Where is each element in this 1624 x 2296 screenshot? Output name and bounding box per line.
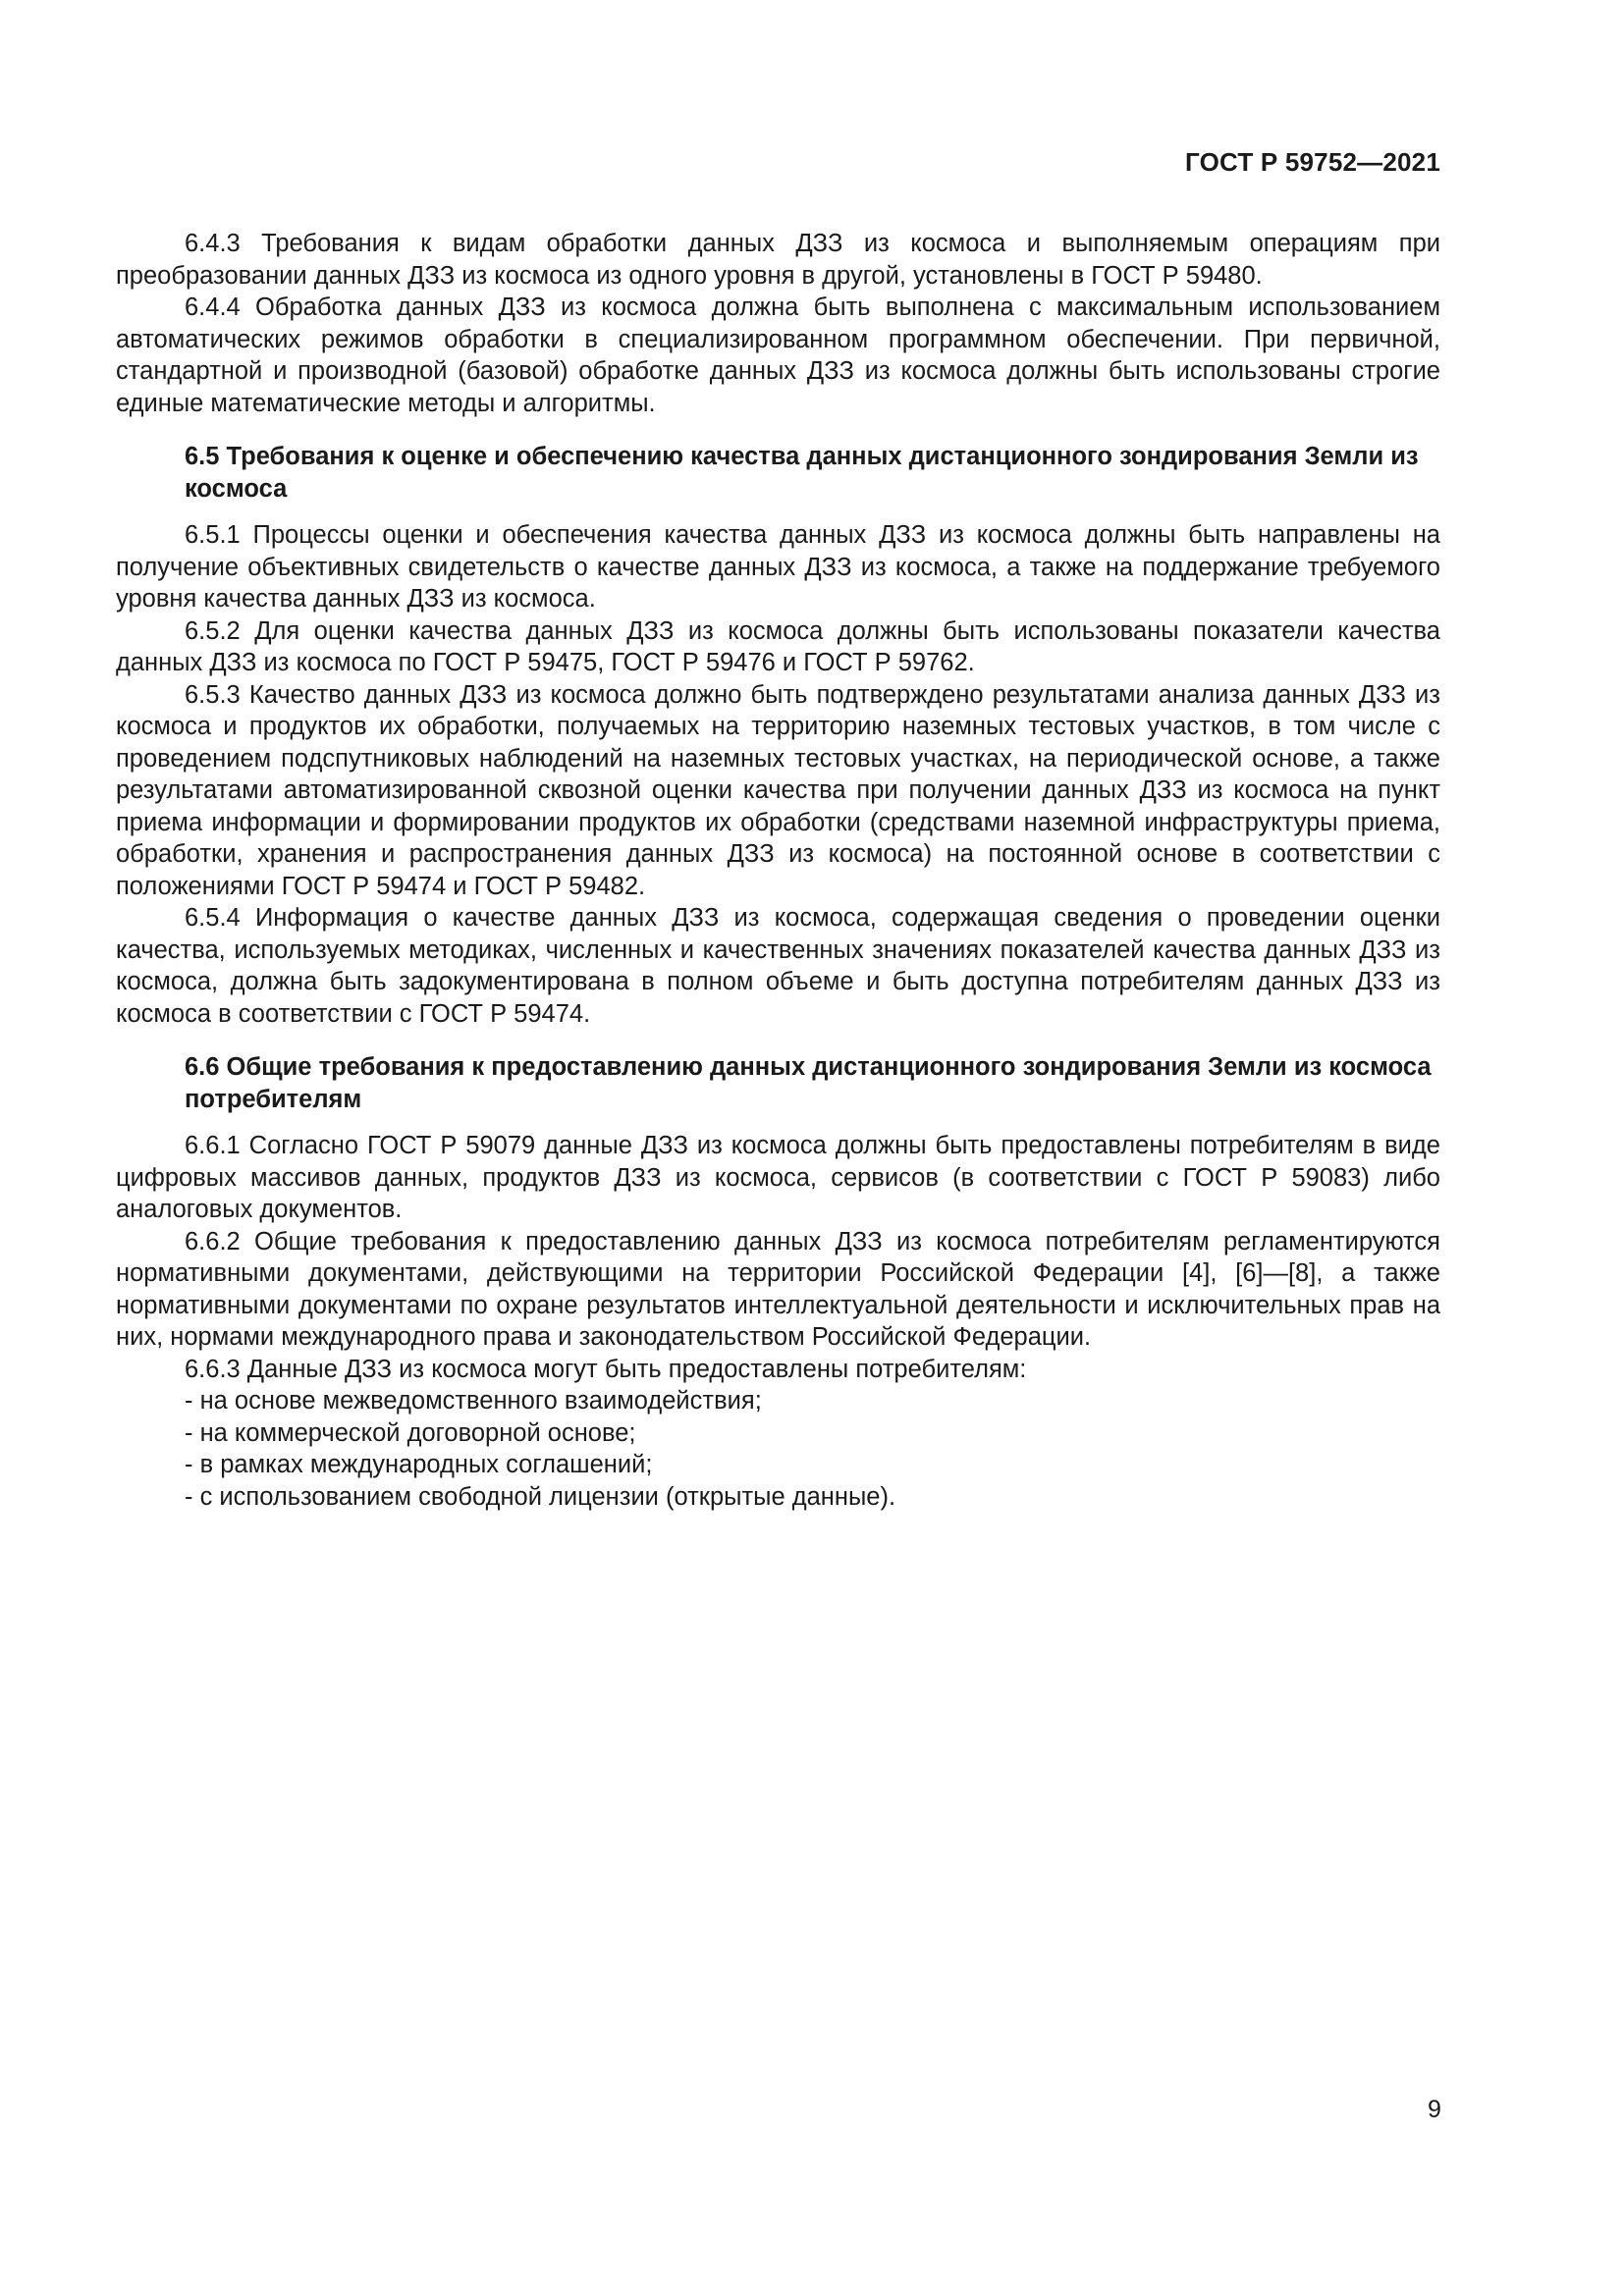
list-item: - на основе межведомственного взаимодействия; (185, 1387, 762, 1415)
list-item: - с использованием свободной лицензии (открытые данные). (185, 1482, 896, 1511)
paragraph-6-6-2: 6.6.2 Общие требования к предоставлению данных ДЗЗ из космоса потребителям регламентируются нормативными документами, действующими на территории Российской Федерации [4], [6]—[8], а также нормативными документами по охране результатов интеллектуальной деятельности и исключительных прав на них, нормами международного права и законодательством Российской Федерации. (116, 1227, 1440, 1351)
paragraph-6-6-3: 6.6.3 Данные ДЗЗ из космоса могут быть предоставлены потребителям: (185, 1355, 1027, 1383)
paragraph-6-4-4: 6.4.4 Обработка данных ДЗЗ из космоса должна быть выполнена с максимальным использованием автоматических режимов обработки в специализированном программном обеспечении. При первичной, стандартной и производной (базовой) обработке данных ДЗЗ из космоса должны быть использованы строгие единые математические методы и алгоритмы. (116, 294, 1440, 417)
document-body (116, 228, 1440, 1513)
paragraph-6-5-4: 6.5.4 Информация о качестве данных ДЗЗ из космоса, содержащая сведения о проведении оценки качества, используемых методиках, численных и качественных значениях показателей качества данных ДЗЗ из космоса, должна быть задокументирована в полном объеме и быть доступна потребителям данных ДЗЗ из космоса в соответствии с ГОСТ Р 59474. (116, 904, 1440, 1028)
paragraph-6-5-1: 6.5.1 Процессы оценки и обеспечения качества данных ДЗЗ из космоса должны быть направлены на получение объективных свидетельств о качестве данных ДЗЗ из космоса, а также на поддержание требуемого уровня качества данных ДЗЗ из космоса. (116, 521, 1440, 613)
list-item: - на коммерческой договорной основе; (185, 1418, 636, 1447)
section-heading-6-6: 6.6 Общие требования к предоставлению данных дистанционного зондирования Земли из космоса потребителям (185, 1053, 1432, 1113)
document-id-header: ГОСТ Р 59752—2021 (1185, 147, 1440, 177)
paragraph-6-4-3: 6.4.3 Требования к видам обработки данных ДЗЗ из космоса и выполняемым операциям при преобразовании данных ДЗЗ из космоса из одного уровня в другой, установлены в ГОСТ Р 59480. (116, 230, 1440, 290)
paragraph-6-6-1: 6.6.1 Согласно ГОСТ Р 59079 данные ДЗЗ из космоса должны быть предоставлены потребителям в виде цифровых массивов данных, продуктов ДЗЗ из космоса, сервисов (в соответствии с ГОСТ Р 59083) либо аналоговых документов. (116, 1132, 1440, 1223)
paragraph-6-5-2: 6.5.2 Для оценки качества данных ДЗЗ из космоса должны быть использованы показатели качества данных ДЗЗ из космоса по ГОСТ Р 59475, ГОСТ Р 59476 и ГОСТ Р 59762. (116, 616, 1440, 676)
paragraph-6-5-3: 6.5.3 Качество данных ДЗЗ из космоса должно быть подтверждено результатами анализа данных ДЗЗ из космоса и продуктов их обработки, получаемых на территорию наземных тестовых участков, в том числе с проведением подспутниковых наблюдений на наземных тестовых участках, на периодической основе, а также результатами автоматизированной сквозной оценки качества при получении данных ДЗЗ из космоса на пункт приема информации и формировании продуктов их обработки (средствами наземной инфраструктуры приема, обработки, хранения и распространения данных ДЗЗ из космоса) на постоянной основе в соответствии с положениями ГОСТ Р 59474 и ГОСТ Р 59482. (116, 680, 1440, 900)
page-number: 9 (1428, 2096, 1441, 2123)
list-item: - в рамках международных соглашений; (185, 1451, 653, 1478)
section-heading-6-5: 6.5 Требования к оценке и обеспечению качества данных дистанционного зондирования Земли из космоса (185, 443, 1419, 503)
